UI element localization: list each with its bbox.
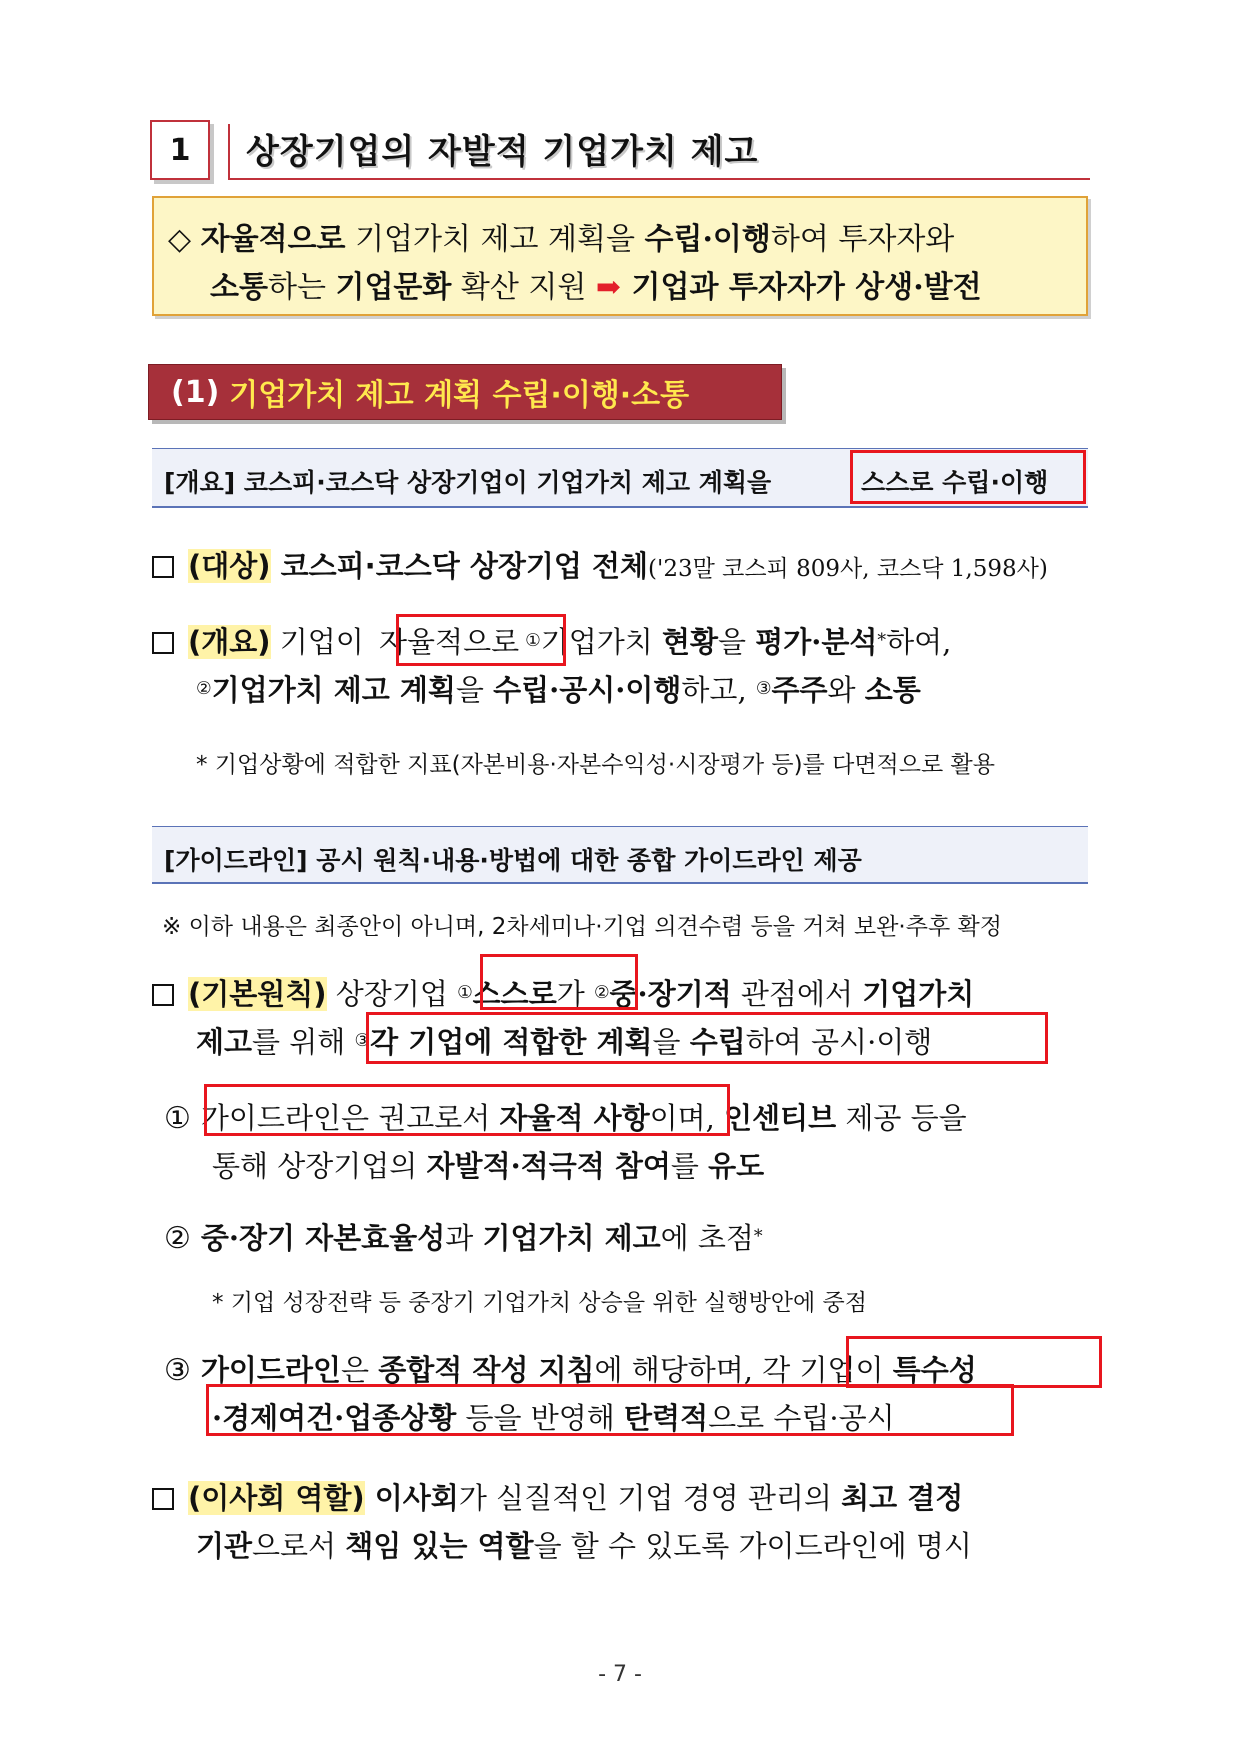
highlight-box-3 — [480, 954, 638, 1010]
highlight-box-2 — [396, 614, 566, 666]
checkbox-square-icon — [152, 984, 174, 1006]
overview-item-line-2: ②기업가치 제고 계획을 수립·공시·이행하고, ③주주와 소통 — [196, 673, 921, 707]
overview-item-line-1: (개요) 기업이 자율적으로 ①기업가치 현황을 평가·분석*하여, — [152, 620, 951, 661]
overview-footnote: * 기업상황에 적합한 지표(자본비용·자본수익성·시장평가 등)를 다면적으로 활용 — [196, 752, 995, 778]
section-number — [150, 120, 210, 180]
subsection-header: (1) 기업가치 제고 계획 수립·이행·소통 — [148, 364, 782, 420]
diamond-icon: ◇ — [168, 222, 192, 257]
guideline-item-3-line-1: ③ 가이드라인은 종합적 작성 지침에 해당하며, 각 기업이 특수성 — [164, 1353, 977, 1388]
guideline-item-1-line-2: 통해 상장기업의 자발적·적극적 참여를 유도 — [212, 1149, 765, 1183]
summary-box — [152, 196, 1088, 316]
arrow-right-icon: ➡ — [595, 270, 622, 305]
page-title: 상장기업의 자발적 기업가치 제고 — [246, 132, 759, 172]
page-number: - 7 - — [598, 1662, 642, 1687]
highlight-box-7 — [206, 1384, 1014, 1436]
overview-bar: [개요] 코스피·코스닥 상장기업이 기업가치 제고 계획을 — [152, 448, 1088, 508]
summary-line-2: 소통하는 기업문화 확산 지원 ➡ 기업과 투자자가 상생·발전 — [210, 270, 982, 305]
checkbox-square-icon — [152, 556, 174, 578]
highlight-box-1: 스스로 수립·이행 — [850, 450, 1086, 504]
highlight-box-5 — [204, 1084, 730, 1136]
board-role-line-2: 기관으로서 책임 있는 역할을 할 수 있도록 가이드라인에 명시 — [196, 1529, 972, 1563]
guideline-note: ※ 이하 내용은 최종안이 아니며, 2차세미나·기업 의견수렴 등을 거쳐 보완·추후 확정 — [162, 914, 1002, 940]
board-role-line-1: (이사회 역할) 이사회가 실질적인 기업 경영 관리의 최고 결정 — [152, 1476, 963, 1517]
guideline-bar: [가이드라인] 공시 원칙·내용·방법에 대한 종합 가이드라인 제공 — [152, 826, 1088, 884]
summary-line-1: ◇ 자율적으로 기업가치 제고 계획을 수립·이행하여 투자자와 — [168, 222, 955, 257]
title-underline — [228, 178, 1090, 180]
section-number-text: 1 — [169, 132, 191, 168]
checkbox-square-icon — [152, 1488, 174, 1510]
highlight-box-6 — [846, 1336, 1102, 1388]
guideline-item-2-footnote: * 기업 성장전략 등 중장기 기업가치 상승을 위한 실행방안에 중점 — [212, 1290, 867, 1316]
guideline-item-1-line-1: ① 가이드라인은 권고로서 자율적 사항이며, 인센티브 제공 등을 — [164, 1101, 967, 1136]
principle-line-1: (기본원칙) 상장기업 ①스스로가 ②중·장기적 관점에서 기업가치 — [152, 972, 974, 1013]
target-item: (대상) 코스피·코스닥 상장기업 전체('23말 코스피 809사, 코스닥 1,598사) — [152, 544, 1048, 585]
principle-line-2: 제고를 위해 ③각 기업에 적합한 계획을 수립하여 공시·이행 — [196, 1025, 933, 1059]
guideline-item-2: ② 중·장기 자본효율성과 기업가치 제고에 초점* — [164, 1221, 763, 1256]
highlight-box-4 — [366, 1012, 1048, 1064]
guideline-item-3-line-2: ·경제여건·업종상황 등을 반영해 탄력적으로 수립·공시 — [212, 1401, 895, 1435]
title-divider — [228, 124, 230, 180]
checkbox-square-icon — [152, 632, 174, 654]
